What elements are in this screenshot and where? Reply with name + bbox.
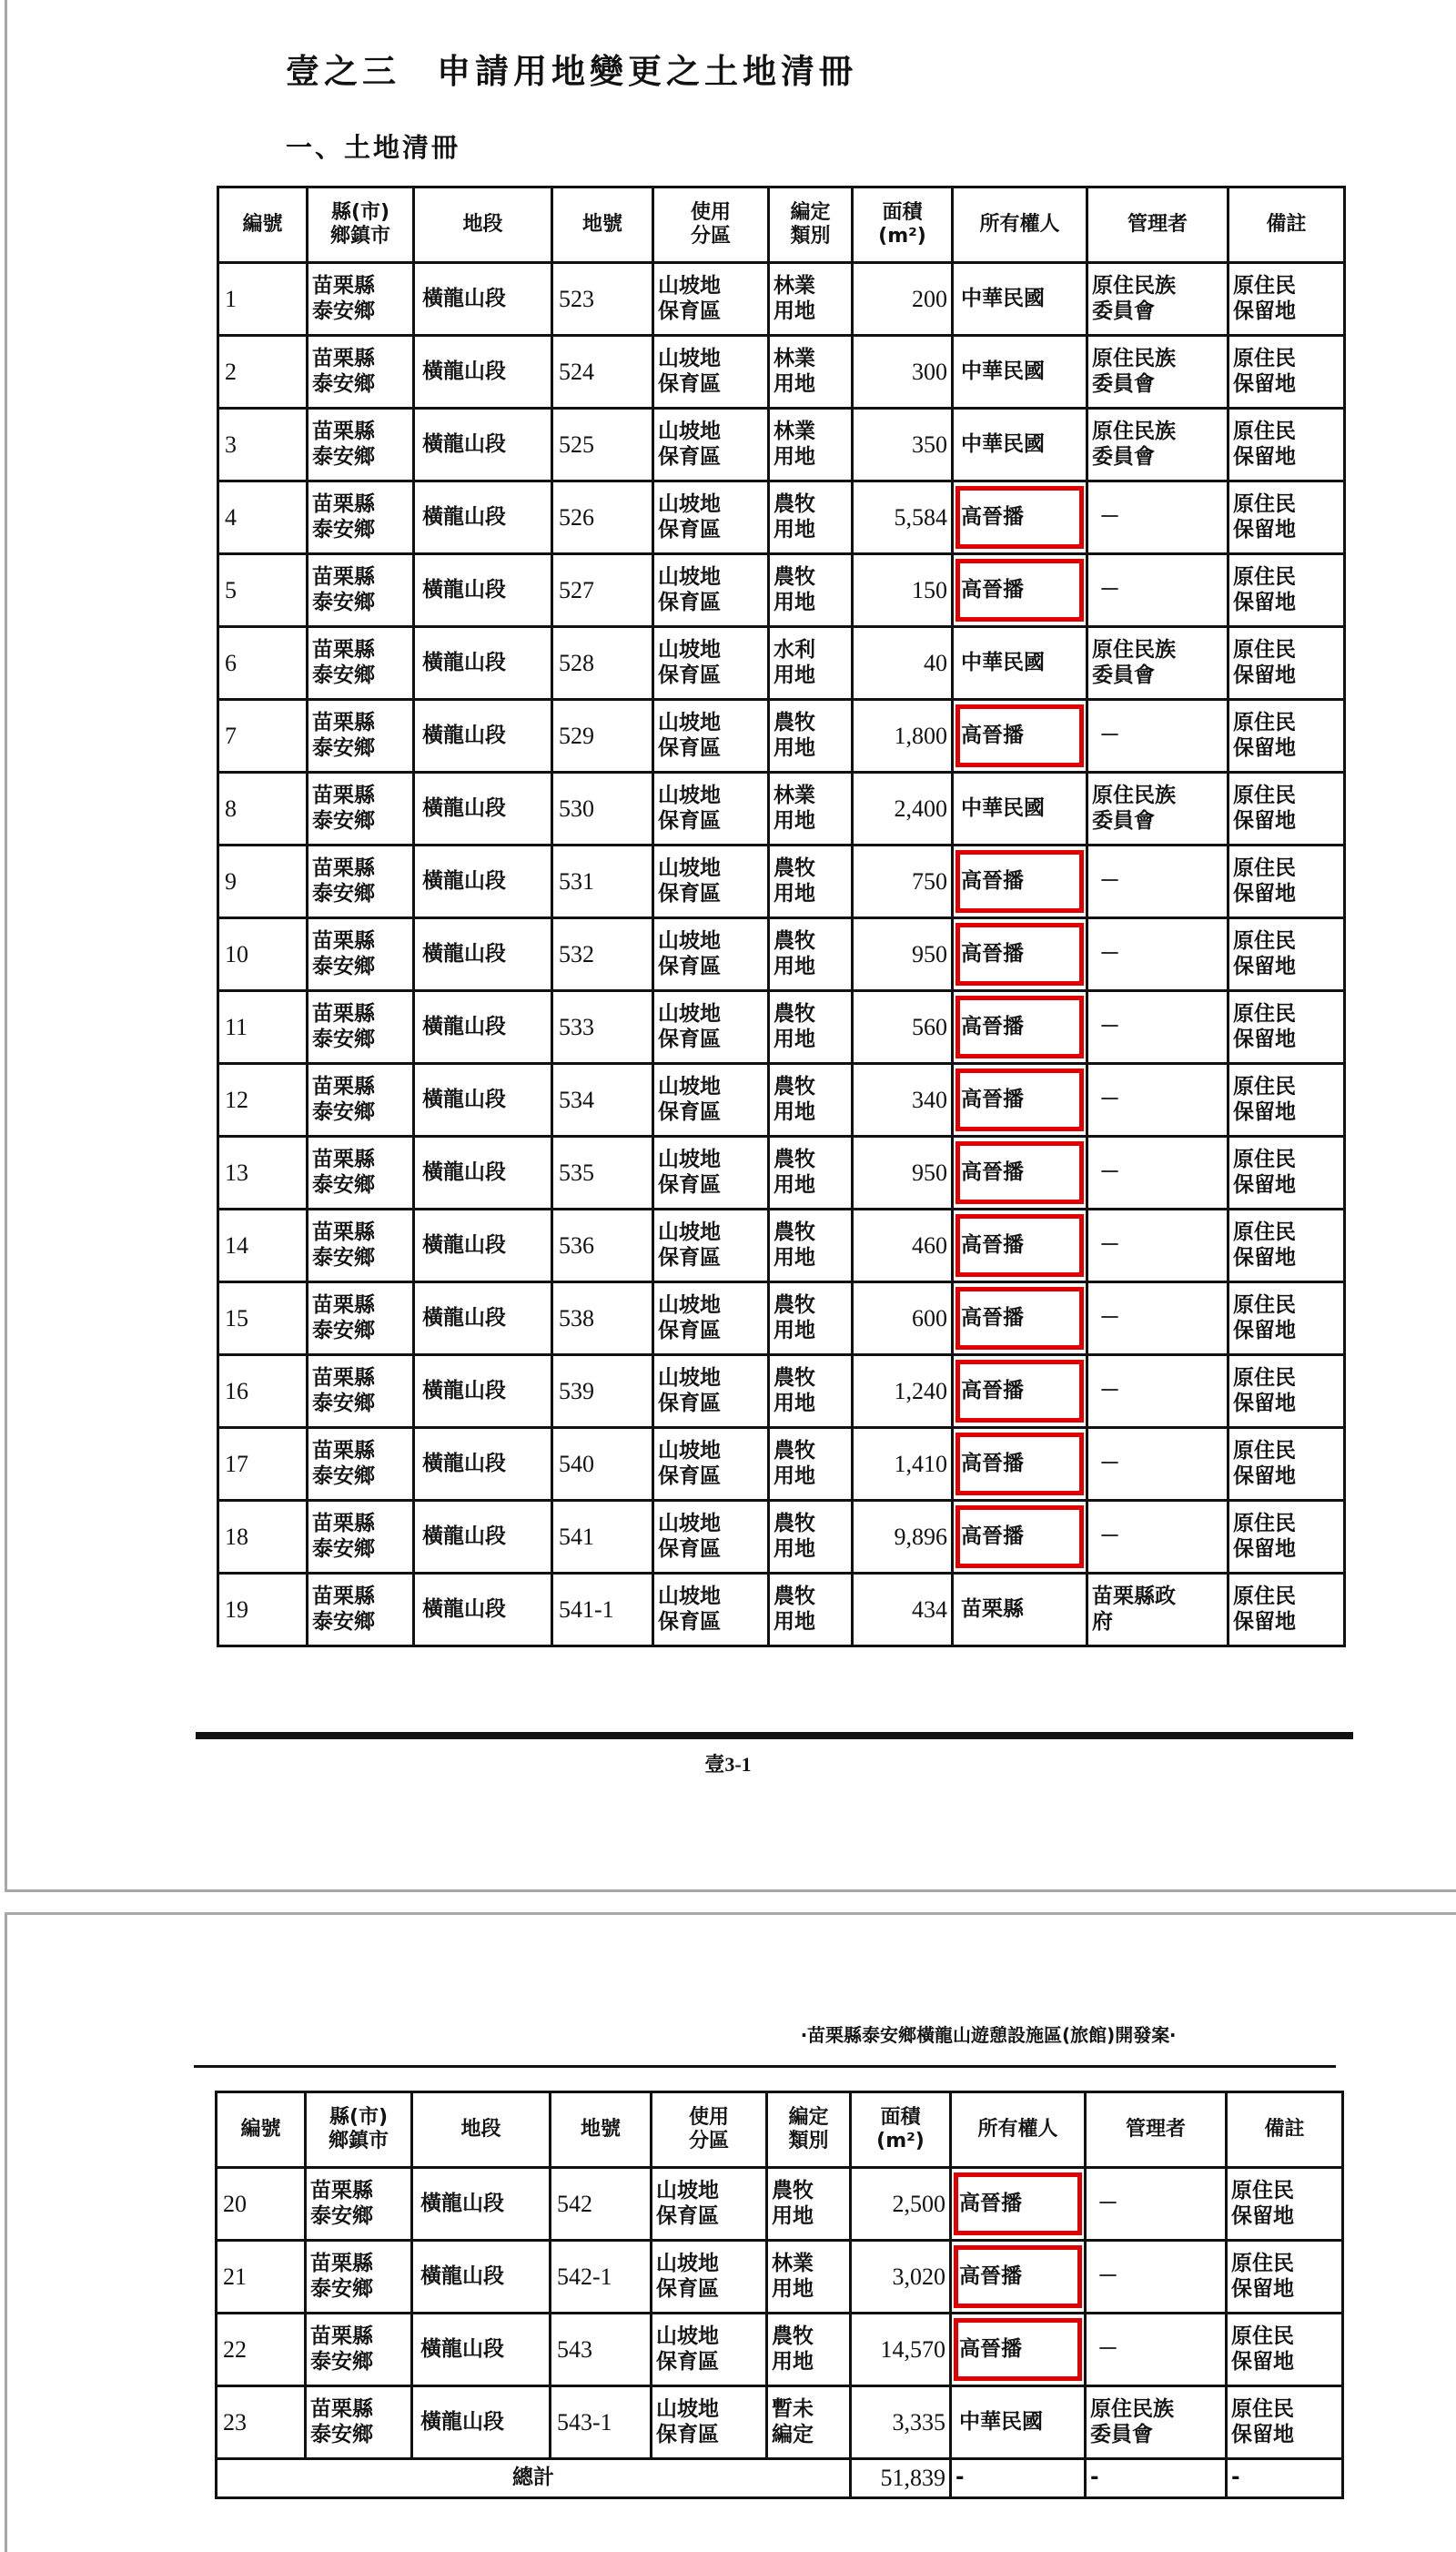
cell-lot: 532: [552, 918, 653, 991]
cell-zone: 山坡地 保育區: [652, 2168, 767, 2241]
column-header-note: 備註: [1227, 2092, 1343, 2168]
cell-area: 14,570: [851, 2314, 951, 2386]
cell-manager: －: [1087, 481, 1228, 554]
cell-zone: 山坡地 保育區: [653, 1282, 769, 1355]
cell-no: 1: [218, 263, 308, 336]
table-header-row: [217, 2092, 1343, 2168]
cell-county: 苗栗縣 泰安鄉: [308, 991, 414, 1064]
cell-owner: 高晉播: [953, 700, 1087, 773]
table-row: [218, 991, 1345, 1064]
cell-no: 5: [218, 554, 308, 627]
cell-category: 農牧 用地: [769, 1355, 853, 1428]
cell-owner: 高晉播: [953, 1428, 1087, 1501]
cell-section: 橫龍山段: [414, 1501, 552, 1574]
table-body: [217, 2168, 1343, 2498]
cell-category: 農牧 用地: [769, 1501, 853, 1574]
column-header-manager: 管理者: [1087, 187, 1228, 263]
cell-category: 農牧 用地: [769, 991, 853, 1064]
cell-area: 300: [853, 336, 953, 409]
table-body: [218, 263, 1345, 1646]
table-row: [218, 627, 1345, 700]
cell-owner: 中華民國: [953, 627, 1087, 700]
cell-section: 橫龍山段: [414, 1064, 552, 1137]
total-label: 總計: [217, 2459, 851, 2498]
cell-manager: 原住民族 委員會: [1087, 336, 1228, 409]
cell-zone: 山坡地 保育區: [653, 1428, 769, 1501]
cell-zone: 山坡地 保育區: [652, 2241, 767, 2314]
cell-owner: 苗栗縣: [953, 1574, 1087, 1646]
cell-area: 200: [853, 263, 953, 336]
cell-zone: 山坡地 保育區: [653, 263, 769, 336]
cell-county: 苗栗縣 泰安鄉: [306, 2241, 412, 2314]
cell-manager: 原住民族 委員會: [1087, 773, 1228, 846]
cell-no: 10: [218, 918, 308, 991]
cell-owner: 高晉播: [953, 481, 1087, 554]
table-row: [218, 700, 1345, 773]
cell-category: 水利 用地: [769, 627, 853, 700]
cell-note: 原住民 保留地: [1228, 1210, 1345, 1282]
table-row: [218, 918, 1345, 991]
cell-category: 農牧 用地: [769, 1064, 853, 1137]
cell-section: 橫龍山段: [414, 336, 552, 409]
table-row: [218, 1282, 1345, 1355]
cell-area: 3,335: [851, 2386, 951, 2459]
cell-area: 9,896: [853, 1501, 953, 1574]
cell-no: 3: [218, 409, 308, 481]
cell-note: 原住民 保留地: [1228, 773, 1345, 846]
cell-no: 11: [218, 991, 308, 1064]
cell-area: 2,400: [853, 773, 953, 846]
cell-note: 原住民 保留地: [1228, 263, 1345, 336]
cell-county: 苗栗縣 泰安鄉: [308, 481, 414, 554]
cell-county: 苗栗縣 泰安鄉: [308, 1064, 414, 1137]
cell-note: 原住民 保留地: [1228, 1137, 1345, 1210]
cell-section: 橫龍山段: [414, 918, 552, 991]
cell-no: 8: [218, 773, 308, 846]
cell-no: 19: [218, 1574, 308, 1646]
cell-area: 434: [853, 1574, 953, 1646]
cell-owner: 中華民國: [953, 336, 1087, 409]
cell-lot: 524: [552, 336, 653, 409]
cell-zone: 山坡地 保育區: [653, 700, 769, 773]
table-row: [218, 1501, 1345, 1574]
cell-category: 林業 用地: [769, 409, 853, 481]
cell-owner: 高晉播: [951, 2241, 1086, 2314]
title-main: 申請用地變更之土地清冊: [437, 52, 857, 91]
cell-lot: 543-1: [551, 2386, 652, 2459]
total-manager: -: [1086, 2459, 1227, 2498]
cell-area: 950: [853, 1137, 953, 1210]
cell-section: 橫龍山段: [414, 1574, 552, 1646]
cell-owner: 中華民國: [953, 409, 1087, 481]
cell-manager: －: [1087, 1282, 1228, 1355]
cell-section: 橫龍山段: [414, 1210, 552, 1282]
column-header-no: 編號: [218, 187, 308, 263]
cell-category: 農牧 用地: [769, 700, 853, 773]
cell-note: 原住民 保留地: [1228, 1501, 1345, 1574]
cell-lot: 536: [552, 1210, 653, 1282]
cell-zone: 山坡地 保育區: [653, 1064, 769, 1137]
cell-manager: －: [1087, 1428, 1228, 1501]
cell-section: 橫龍山段: [414, 773, 552, 846]
column-header-category: 編定 類別: [767, 2092, 851, 2168]
table-row: [218, 1210, 1345, 1282]
table-row: [218, 1428, 1345, 1501]
cell-note: 原住民 保留地: [1228, 1355, 1345, 1428]
cell-no: 6: [218, 627, 308, 700]
document-title: [286, 44, 857, 93]
cell-manager: －: [1087, 1064, 1228, 1137]
cell-manager: －: [1087, 554, 1228, 627]
cell-no: 23: [217, 2386, 306, 2459]
cell-no: 14: [218, 1210, 308, 1282]
table-row: [218, 409, 1345, 481]
cell-zone: 山坡地 保育區: [653, 1501, 769, 1574]
cell-lot: 523: [552, 263, 653, 336]
cell-manager: －: [1087, 1137, 1228, 1210]
title-prefix: 壹之三: [286, 52, 400, 91]
cell-section: 橫龍山段: [414, 1355, 552, 1428]
column-header-manager: 管理者: [1086, 2092, 1227, 2168]
cell-county: 苗栗縣 泰安鄉: [308, 1501, 414, 1574]
cell-lot: 539: [552, 1355, 653, 1428]
cell-section: 橫龍山段: [412, 2386, 551, 2459]
cell-area: 3,020: [851, 2241, 951, 2314]
column-header-lot: 地號: [551, 2092, 652, 2168]
table-row: [218, 1574, 1345, 1646]
cell-zone: 山坡地 保育區: [653, 773, 769, 846]
cell-note: 原住民 保留地: [1228, 336, 1345, 409]
cell-no: 22: [217, 2314, 306, 2386]
cell-zone: 山坡地 保育區: [653, 481, 769, 554]
cell-note: 原住民 保留地: [1228, 1428, 1345, 1501]
cell-owner: 高晉播: [953, 991, 1087, 1064]
total-owner: -: [951, 2459, 1086, 2498]
cell-zone: 山坡地 保育區: [653, 554, 769, 627]
cell-note: 原住民 保留地: [1228, 918, 1345, 991]
column-header-area: 面積 (m²): [853, 187, 953, 263]
cell-section: 橫龍山段: [414, 554, 552, 627]
cell-section: 橫龍山段: [414, 991, 552, 1064]
cell-lot: 543: [551, 2314, 652, 2386]
table-row: [218, 773, 1345, 846]
cell-section: 橫龍山段: [414, 627, 552, 700]
cell-note: 原住民 保留地: [1228, 554, 1345, 627]
cell-section: 橫龍山段: [414, 263, 552, 336]
cell-county: 苗栗縣 泰安鄉: [308, 627, 414, 700]
table-row: [218, 846, 1345, 918]
cell-note: 原住民 保留地: [1227, 2241, 1343, 2314]
cell-section: 橫龍山段: [412, 2168, 551, 2241]
cell-owner: 高晉播: [953, 1137, 1087, 1210]
cell-category: 林業 用地: [769, 263, 853, 336]
table-row: [218, 1355, 1345, 1428]
cell-category: 農牧 用地: [769, 918, 853, 991]
table-row: [217, 2386, 1343, 2459]
cell-area: 150: [853, 554, 953, 627]
cell-manager: －: [1087, 991, 1228, 1064]
table-row: [218, 263, 1345, 336]
cell-area: 460: [853, 1210, 953, 1282]
cell-county: 苗栗縣 泰安鄉: [306, 2314, 412, 2386]
cell-county: 苗栗縣 泰安鄉: [308, 409, 414, 481]
page-number: 壹3-1: [704, 1753, 752, 1776]
cell-no: 16: [218, 1355, 308, 1428]
column-header-zone: 使用 分區: [652, 2092, 767, 2168]
cell-manager: －: [1086, 2168, 1227, 2241]
column-header-owner: 所有權人: [951, 2092, 1086, 2168]
table-header-row: [218, 187, 1345, 263]
cell-no: 17: [218, 1428, 308, 1501]
column-header-section: 地段: [412, 2092, 551, 2168]
cell-zone: 山坡地 保育區: [653, 409, 769, 481]
total-row: [217, 2459, 1343, 2498]
cell-zone: 山坡地 保育區: [653, 627, 769, 700]
cell-no: 4: [218, 481, 308, 554]
cell-note: 原住民 保留地: [1227, 2168, 1343, 2241]
cell-owner: 中華民國: [951, 2386, 1086, 2459]
cell-section: 橫龍山段: [414, 700, 552, 773]
cell-no: 13: [218, 1137, 308, 1210]
cell-zone: 山坡地 保育區: [653, 918, 769, 991]
land-list-table-page-1: [217, 186, 1346, 1647]
cell-county: 苗栗縣 泰安鄉: [308, 1428, 414, 1501]
cell-note: 原住民 保留地: [1228, 1282, 1345, 1355]
cell-note: 原住民 保留地: [1228, 1574, 1345, 1646]
cell-note: 原住民 保留地: [1227, 2314, 1343, 2386]
cell-category: 農牧 用地: [769, 1210, 853, 1282]
column-header-county: 縣(市) 鄉鎮市: [308, 187, 414, 263]
cell-lot: 542-1: [551, 2241, 652, 2314]
cell-manager: －: [1086, 2314, 1227, 2386]
cell-lot: 534: [552, 1064, 653, 1137]
table-row: [218, 1064, 1345, 1137]
header-rule: [194, 2065, 1336, 2068]
cell-lot: 531: [552, 846, 653, 918]
cell-category: 農牧 用地: [769, 554, 853, 627]
column-header-lot: 地號: [552, 187, 653, 263]
column-header-no: 編號: [217, 2092, 306, 2168]
cell-note: 原住民 保留地: [1228, 409, 1345, 481]
cell-section: 橫龍山段: [412, 2241, 551, 2314]
cell-owner: 高晉播: [953, 1501, 1087, 1574]
cell-lot: 538: [552, 1282, 653, 1355]
cell-county: 苗栗縣 泰安鄉: [308, 1282, 414, 1355]
footer-rule: [196, 1732, 1353, 1739]
cell-county: 苗栗縣 泰安鄉: [308, 773, 414, 846]
cell-county: 苗栗縣 泰安鄉: [308, 1210, 414, 1282]
cell-category: 農牧 用地: [769, 1574, 853, 1646]
cell-note: 原住民 保留地: [1228, 627, 1345, 700]
cell-manager: －: [1087, 918, 1228, 991]
cell-zone: 山坡地 保育區: [653, 991, 769, 1064]
section-title: 一、土地清冊: [286, 132, 461, 163]
column-header-note: 備註: [1228, 187, 1345, 263]
cell-lot: 526: [552, 481, 653, 554]
cell-county: 苗栗縣 泰安鄉: [306, 2386, 412, 2459]
table-row: [218, 1137, 1345, 1210]
table-row: [218, 481, 1345, 554]
land-list-table-page-2: [215, 2091, 1344, 2499]
cell-no: 12: [218, 1064, 308, 1137]
cell-zone: 山坡地 保育區: [652, 2386, 767, 2459]
cell-category: 農牧 用地: [767, 2314, 851, 2386]
cell-lot: 527: [552, 554, 653, 627]
cell-area: 5,584: [853, 481, 953, 554]
cell-manager: －: [1087, 846, 1228, 918]
cell-note: 原住民 保留地: [1227, 2386, 1343, 2459]
cell-area: 750: [853, 846, 953, 918]
cell-section: 橫龍山段: [414, 1428, 552, 1501]
cell-category: 農牧 用地: [767, 2168, 851, 2241]
cell-manager: 原住民族 委員會: [1087, 409, 1228, 481]
cell-category: 農牧 用地: [769, 481, 853, 554]
table-row: [217, 2168, 1343, 2241]
cell-area: 340: [853, 1064, 953, 1137]
cell-section: 橫龍山段: [414, 1137, 552, 1210]
cell-area: 40: [853, 627, 953, 700]
cell-owner: 高晉播: [953, 554, 1087, 627]
total-note: -: [1227, 2459, 1343, 2498]
cell-county: 苗栗縣 泰安鄉: [308, 554, 414, 627]
cell-no: 21: [217, 2241, 306, 2314]
cell-category: 林業 用地: [769, 336, 853, 409]
cell-manager: 原住民族 委員會: [1087, 627, 1228, 700]
cell-owner: 高晉播: [953, 1064, 1087, 1137]
cell-category: 農牧 用地: [769, 1137, 853, 1210]
column-header-owner: 所有權人: [953, 187, 1087, 263]
cell-manager: －: [1086, 2241, 1227, 2314]
cell-no: 20: [217, 2168, 306, 2241]
cell-zone: 山坡地 保育區: [653, 846, 769, 918]
cell-lot: 530: [552, 773, 653, 846]
cell-manager: －: [1087, 1355, 1228, 1428]
cell-zone: 山坡地 保育區: [653, 1210, 769, 1282]
cell-manager: －: [1087, 1210, 1228, 1282]
cell-owner: 高晉播: [953, 918, 1087, 991]
running-header: ‧苗栗縣泰安鄉橫龍山遊憩設施區(旅館)開發案‧: [801, 2024, 1177, 2046]
cell-category: 暫未 編定: [767, 2386, 851, 2459]
cell-county: 苗栗縣 泰安鄉: [308, 1355, 414, 1428]
cell-area: 350: [853, 409, 953, 481]
cell-note: 原住民 保留地: [1228, 991, 1345, 1064]
cell-area: 1,800: [853, 700, 953, 773]
cell-category: 農牧 用地: [769, 1428, 853, 1501]
cell-owner: 高晉播: [953, 1210, 1087, 1282]
cell-manager: 原住民族 委員會: [1087, 263, 1228, 336]
cell-note: 原住民 保留地: [1228, 846, 1345, 918]
cell-section: 橫龍山段: [414, 481, 552, 554]
cell-no: 9: [218, 846, 308, 918]
cell-lot: 533: [552, 991, 653, 1064]
cell-county: 苗栗縣 泰安鄉: [308, 1574, 414, 1646]
cell-lot: 540: [552, 1428, 653, 1501]
cell-lot: 525: [552, 409, 653, 481]
cell-section: 橫龍山段: [412, 2314, 551, 2386]
table-row: [218, 554, 1345, 627]
cell-county: 苗栗縣 泰安鄉: [308, 336, 414, 409]
cell-county: 苗栗縣 泰安鄉: [308, 263, 414, 336]
table-row: [218, 336, 1345, 409]
cell-lot: 541-1: [552, 1574, 653, 1646]
cell-category: 林業 用地: [767, 2241, 851, 2314]
cell-note: 原住民 保留地: [1228, 1064, 1345, 1137]
cell-category: 農牧 用地: [769, 1282, 853, 1355]
column-header-zone: 使用 分區: [653, 187, 769, 263]
cell-county: 苗栗縣 泰安鄉: [308, 918, 414, 991]
cell-section: 橫龍山段: [414, 409, 552, 481]
cell-owner: 高晉播: [953, 1282, 1087, 1355]
cell-category: 農牧 用地: [769, 846, 853, 918]
cell-zone: 山坡地 保育區: [653, 336, 769, 409]
cell-area: 950: [853, 918, 953, 991]
cell-county: 苗栗縣 泰安鄉: [308, 700, 414, 773]
column-header-county: 縣(市) 鄉鎮市: [306, 2092, 412, 2168]
cell-area: 600: [853, 1282, 953, 1355]
cell-no: 18: [218, 1501, 308, 1574]
cell-zone: 山坡地 保育區: [652, 2314, 767, 2386]
cell-section: 橫龍山段: [414, 846, 552, 918]
cell-section: 橫龍山段: [414, 1282, 552, 1355]
cell-owner: 高晉播: [951, 2168, 1086, 2241]
cell-lot: 529: [552, 700, 653, 773]
cell-area: 560: [853, 991, 953, 1064]
cell-zone: 山坡地 保育區: [653, 1137, 769, 1210]
cell-no: 7: [218, 700, 308, 773]
cell-manager: 苗栗縣政 府: [1087, 1574, 1228, 1646]
column-header-area: 面積 (m²): [851, 2092, 951, 2168]
cell-owner: 中華民國: [953, 263, 1087, 336]
cell-area: 2,500: [851, 2168, 951, 2241]
cell-lot: 542: [551, 2168, 652, 2241]
cell-note: 原住民 保留地: [1228, 700, 1345, 773]
cell-lot: 541: [552, 1501, 653, 1574]
cell-county: 苗栗縣 泰安鄉: [306, 2168, 412, 2241]
cell-lot: 535: [552, 1137, 653, 1210]
cell-no: 2: [218, 336, 308, 409]
column-header-section: 地段: [414, 187, 552, 263]
cell-manager: 原住民族 委員會: [1086, 2386, 1227, 2459]
cell-lot: 528: [552, 627, 653, 700]
cell-zone: 山坡地 保育區: [653, 1574, 769, 1646]
cell-manager: －: [1087, 700, 1228, 773]
table-row: [217, 2241, 1343, 2314]
cell-manager: －: [1087, 1501, 1228, 1574]
cell-area: 1,240: [853, 1355, 953, 1428]
cell-zone: 山坡地 保育區: [653, 1355, 769, 1428]
cell-category: 林業 用地: [769, 773, 853, 846]
cell-owner: 高晉播: [953, 846, 1087, 918]
table-row: [217, 2314, 1343, 2386]
cell-no: 15: [218, 1282, 308, 1355]
total-area: 51,839: [851, 2459, 951, 2498]
cell-area: 1,410: [853, 1428, 953, 1501]
cell-note: 原住民 保留地: [1228, 481, 1345, 554]
cell-county: 苗栗縣 泰安鄉: [308, 1137, 414, 1210]
column-header-category: 編定 類別: [769, 187, 853, 263]
cell-county: 苗栗縣 泰安鄉: [308, 846, 414, 918]
cell-owner: 中華民國: [953, 773, 1087, 846]
cell-owner: 高晉播: [951, 2314, 1086, 2386]
cell-owner: 高晉播: [953, 1355, 1087, 1428]
